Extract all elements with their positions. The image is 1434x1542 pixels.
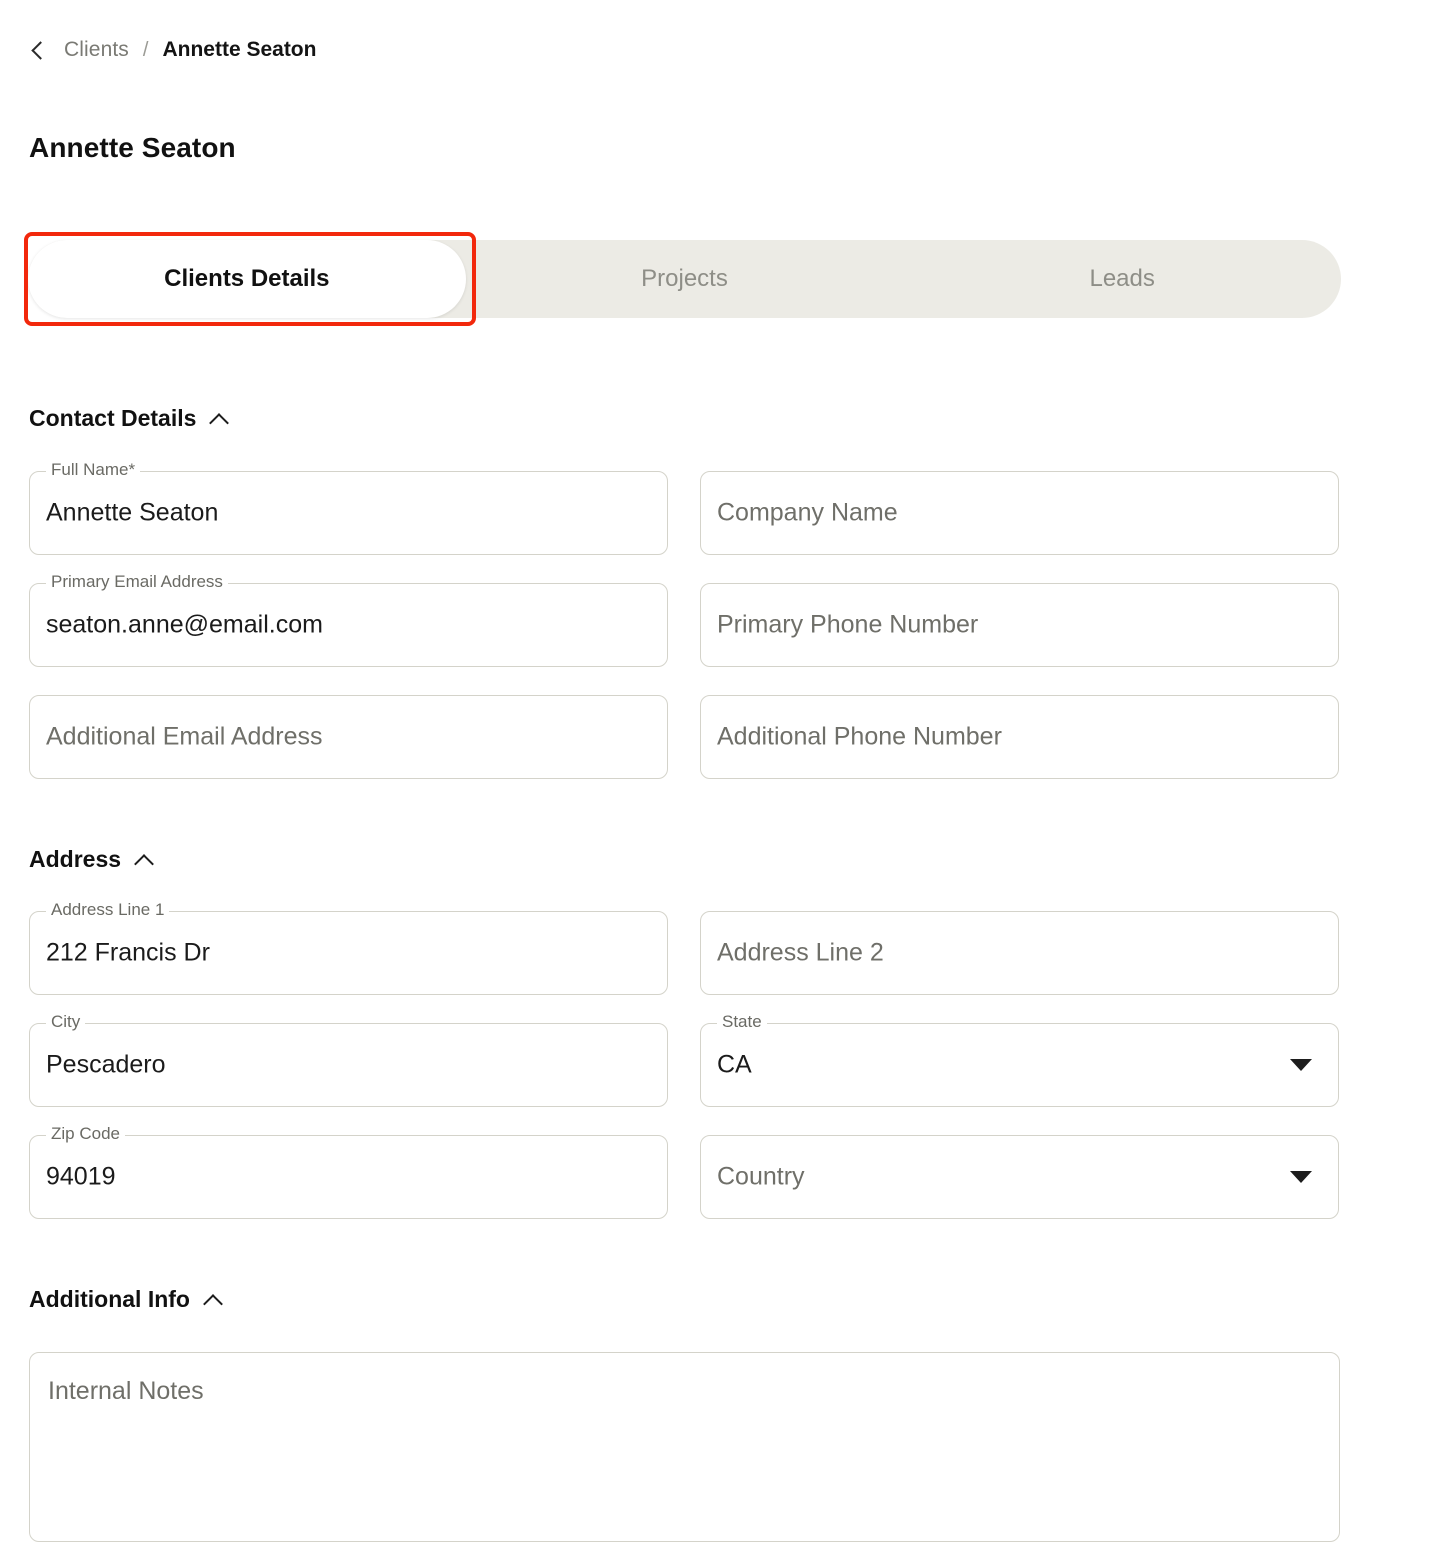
- field-label-city: City: [46, 1012, 85, 1032]
- chevron-down-icon[interactable]: [1290, 1059, 1312, 1071]
- field-additional-phone[interactable]: [700, 695, 1339, 779]
- section-header-address[interactable]: [29, 846, 153, 873]
- section-title-address: Address: [29, 846, 122, 872]
- chevron-left-icon[interactable]: [30, 42, 46, 58]
- chevron-up-icon[interactable]: [135, 854, 153, 866]
- breadcrumb: [30, 38, 316, 62]
- input-primary-phone[interactable]: Primary Phone Number: [717, 610, 979, 639]
- tab-clients-details[interactable]: Clients Details: [28, 240, 466, 318]
- chevron-up-icon[interactable]: [204, 1294, 222, 1306]
- field-address-line-1[interactable]: [29, 900, 668, 995]
- field-label-state: State: [717, 1012, 767, 1032]
- section-header-additional-info[interactable]: [29, 1286, 222, 1313]
- field-country[interactable]: [700, 1135, 1339, 1219]
- field-primary-phone[interactable]: [700, 583, 1339, 667]
- field-label-primary-email: Primary Email Address: [46, 572, 228, 592]
- textarea-internal-notes[interactable]: Internal Notes: [48, 1377, 204, 1405]
- field-state[interactable]: [700, 1012, 1339, 1107]
- section-title-contact-details: Contact Details: [29, 405, 197, 431]
- field-internal-notes[interactable]: [29, 1352, 1340, 1542]
- breadcrumb-current: Annette Seaton: [162, 38, 317, 61]
- input-address-line-1[interactable]: 212 Francis Dr: [46, 938, 210, 967]
- tab-projects[interactable]: Projects: [641, 265, 728, 292]
- tab-bar: [28, 240, 1341, 318]
- tab-leads[interactable]: Leads: [1089, 265, 1155, 292]
- input-company-name[interactable]: Company Name: [717, 498, 898, 527]
- field-address-line-2[interactable]: [700, 911, 1339, 995]
- chevron-down-icon[interactable]: [1290, 1171, 1312, 1183]
- breadcrumb-separator: /: [142, 38, 149, 61]
- field-label-full-name: Full Name*: [46, 460, 140, 480]
- input-additional-email[interactable]: Additional Email Address: [46, 722, 323, 751]
- input-city[interactable]: Pescadero: [46, 1050, 166, 1079]
- breadcrumb-parent-link[interactable]: Clients: [64, 38, 129, 61]
- field-city[interactable]: [29, 1012, 668, 1107]
- select-state-value[interactable]: CA: [717, 1050, 752, 1079]
- field-zip-code[interactable]: [29, 1124, 668, 1219]
- section-header-contact-details[interactable]: [29, 405, 228, 432]
- input-zip-code[interactable]: 94019: [46, 1162, 116, 1191]
- page-title: Annette Seaton: [29, 132, 236, 163]
- input-address-line-2[interactable]: Address Line 2: [717, 938, 884, 967]
- field-label-zip-code: Zip Code: [46, 1124, 125, 1144]
- input-primary-email[interactable]: seaton.anne@email.com: [46, 610, 323, 639]
- section-title-additional-info: Additional Info: [29, 1286, 190, 1312]
- field-additional-email[interactable]: [29, 695, 668, 779]
- field-primary-email[interactable]: [29, 572, 668, 667]
- input-additional-phone[interactable]: Additional Phone Number: [717, 722, 1002, 751]
- input-full-name[interactable]: Annette Seaton: [46, 498, 219, 527]
- field-company-name[interactable]: [700, 471, 1339, 555]
- select-country-value[interactable]: Country: [717, 1162, 805, 1191]
- chevron-up-icon[interactable]: [210, 413, 228, 425]
- field-full-name[interactable]: [29, 460, 668, 555]
- field-label-address-line-1: Address Line 1: [46, 900, 169, 920]
